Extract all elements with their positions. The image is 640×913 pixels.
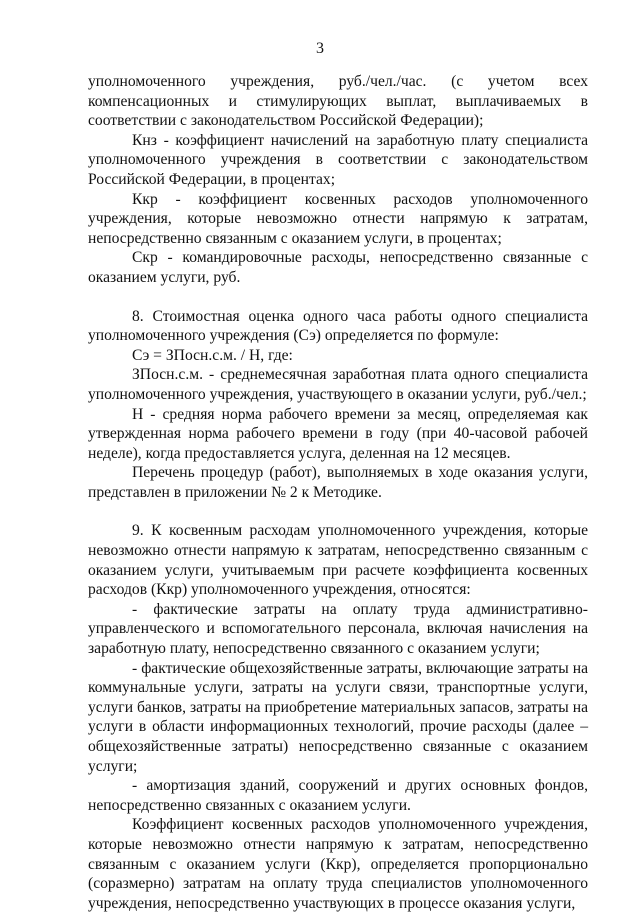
paragraph-gap	[88, 288, 588, 307]
paragraph: Кнз - коэффициент начислений на заработную плату специалиста уполномоченного учреждения в соответствии с законодательством Российской Федерации, в процентах;	[88, 131, 588, 188]
paragraph-gap	[88, 502, 588, 521]
document-body	[88, 72, 588, 913]
list-item: - фактические затраты на оплату труда административно-управленческого и вспомогательного персонала, включая начисления на заработную плату, непосредственно связанного с оказанием услуги;	[88, 600, 588, 658]
list-item: - фактические общехозяйственные затраты, включающие затраты на коммунальные услуги, затраты на услуги связи, транспортные услуги, услуги банков, затраты на приобретение материальных запасов, затраты на услуги в области информационных технологий, прочие расходы (далее – общехозяйственные затраты) непосредственно связанные с оказанием услуги;	[88, 659, 588, 775]
paragraph: 9. К косвенным расходам уполномоченного учреждения, которые невозможно отнести напрямую к затратам, непосредственно связанным с оказанием услуги, учитываемым при расчете коэффициента косвенных расходов (Ккр) уполномоченного учреждения, относятся:	[88, 522, 588, 599]
paragraph: 8. Стоимостная оценка одного часа работы одного специалиста уполномоченного учреждения (Сэ) определяется по формуле:	[88, 307, 588, 345]
paragraph: Н - средняя норма рабочего времени за месяц, определяемая как утвержденная норма рабочего времени в году (при 40-часовой рабочей неделе), когда предоставляется услуга, деленная на 12 месяцев.	[88, 405, 588, 462]
paragraph: Скр - командировочные расходы, непосредственно связанные с оказанием услуги, руб.	[88, 249, 588, 286]
paragraph: ЗПосн.с.м. - среднемесячная заработная плата одного специалиста уполномоченного учреждения, участвующего в оказании услуги, руб./чел.;	[88, 366, 588, 403]
list-item: - амортизация зданий, сооружений и других основных фондов, непосредственно связанных с оказанием услуги.	[88, 777, 588, 814]
formula-line: Сэ = ЗПосн.с.м. / Н, где:	[132, 346, 293, 364]
paragraph: уполномоченного учреждения, руб./чел./час. (с учетом всех компенсационных и стимулирующих выплат, выплачиваемых в соответствии с законодательством Российской Федерации);	[88, 73, 588, 130]
page-number: 3	[316, 40, 324, 57]
paragraph: Коэффициент косвенных расходов уполномоченного учреждения, которые невозможно отнести напрямую к затратам, непосредственно связанным с оказанием услуги (Ккр), определяется пропорционально (соразмерно) затратам на оплату труда специалистов уполномоченного учреждения, непосредственно участвующих в процессе оказания услуги,	[88, 816, 588, 912]
paragraph: Перечень процедур (работ), выполняемых в ходе оказания услуги, представлен в приложении № 2 к Методике.	[88, 464, 588, 501]
paragraph: Ккр - коэффициент косвенных расходов уполномоченного учреждения, которые невозможно отнести напрямую к затратам, непосредственно связанным с оказанием услуги, в процентах;	[88, 190, 588, 247]
